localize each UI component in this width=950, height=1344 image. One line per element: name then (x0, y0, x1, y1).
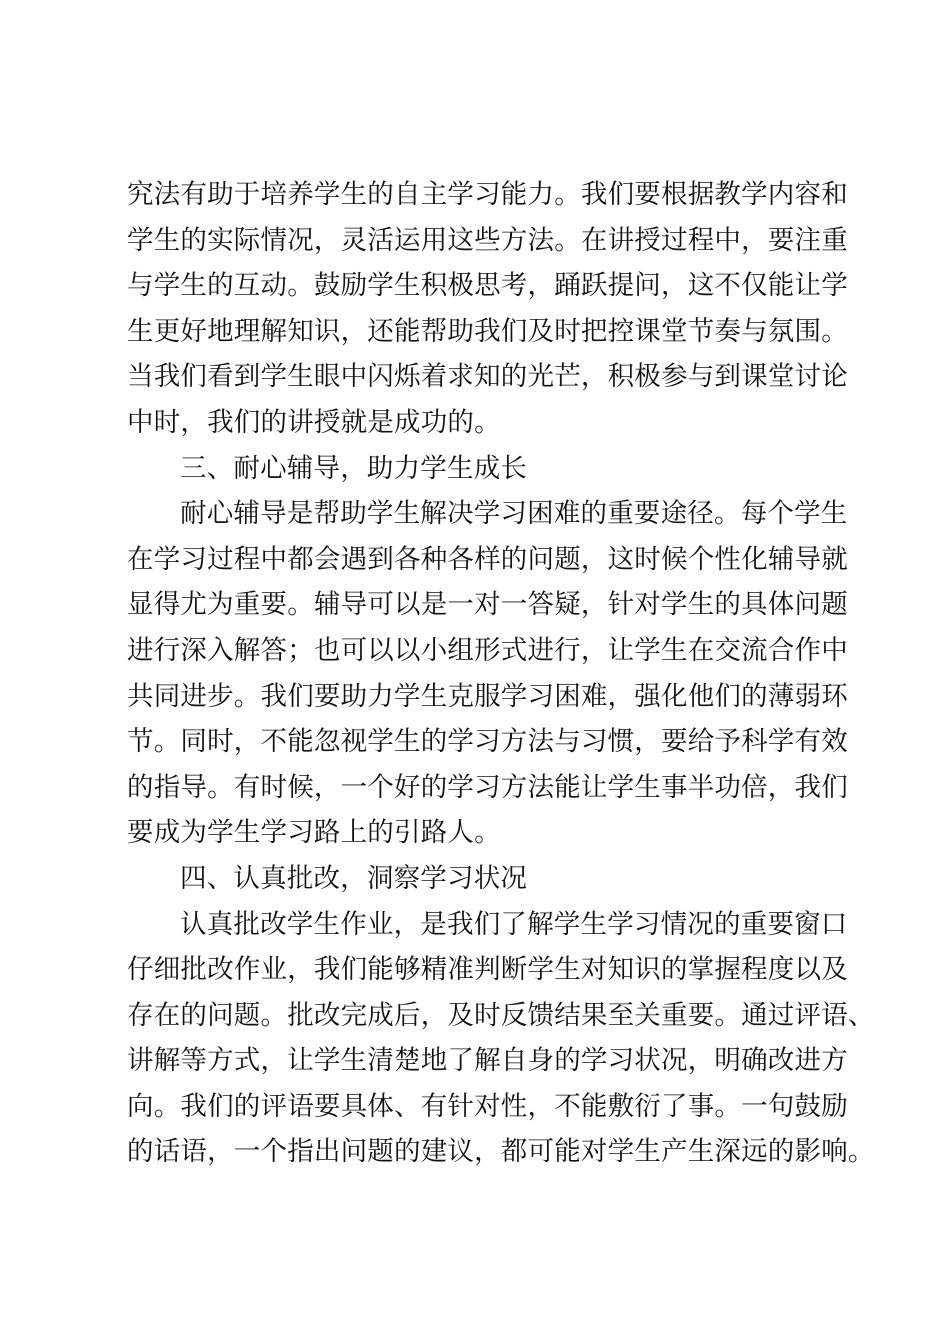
paragraph-line: 讲解等方式，让学生清楚地了解自身的学习状况，明确改进方 (127, 1045, 848, 1077)
paragraph-line: 究法有助于培养学生的自主学习能力。我们要根据教学内容和 (127, 179, 848, 210)
paragraph-line: 共同进步。我们要助力学生克服学习困难，强化他们的薄弱环 (127, 680, 848, 712)
paragraph-line: 中时，我们的讲授就是成功的。 (127, 406, 501, 438)
paragraph-line: 存在的问题。批改完成后，及时反馈结果至关重要。通过评语、 (127, 999, 875, 1031)
paragraph-line: 显得尤为重要。辅导可以是一对一答疑，针对学生的具体问题 (127, 589, 848, 621)
section-heading: 三、耐心辅导，助力学生成长 (180, 452, 528, 484)
paragraph-line: 当我们看到学生眼中闪烁着求知的光芒，积极参与到课堂讨论 (127, 361, 848, 393)
paragraph-line: 耐心辅导是帮助学生解决学习困难的重要途径。每个学生 (180, 498, 848, 530)
paragraph-line: 与学生的互动。鼓励学生积极思考，踊跃提问，这不仅能让学 (127, 270, 848, 302)
paragraph-line: 认真批改学生作业，是我们了解学生学习情况的重要窗口 (180, 908, 848, 940)
paragraph-line: 学生的实际情况，灵活运用这些方法。在讲授过程中，要注重 (127, 224, 848, 256)
paragraph-line: 在学习过程中都会遇到各种各样的问题，这时候个性化辅导就 (127, 543, 848, 575)
paragraph-line: 要成为学生学习路上的引路人。 (127, 817, 501, 849)
paragraph-line: 仔细批改作业，我们能够精准判断学生对知识的掌握程度以及 (127, 954, 848, 986)
paragraph-line: 的话语，一个指出问题的建议，都可能对学生产生深远的影响。 (127, 1136, 875, 1168)
paragraph-line: 向。我们的评语要具体、有针对性，不能敷衍了事。一句鼓励 (127, 1090, 848, 1122)
paragraph-line: 进行深入解答；也可以以小组形式进行，让学生在交流合作中 (127, 634, 848, 666)
document-body (127, 172, 875, 1175)
paragraph-line: 的指导。有时候，一个好的学习方法能让学生事半功倍，我们 (127, 771, 848, 803)
paragraph-line: 节。同时，不能忽视学生的学习方法与习惯，要给予科学有效 (127, 726, 848, 758)
paragraph-line: 生更好地理解知识，还能帮助我们及时把控课堂节奏与氛围。 (127, 315, 848, 347)
section-heading: 四、认真批改，洞察学习状况 (180, 862, 528, 894)
